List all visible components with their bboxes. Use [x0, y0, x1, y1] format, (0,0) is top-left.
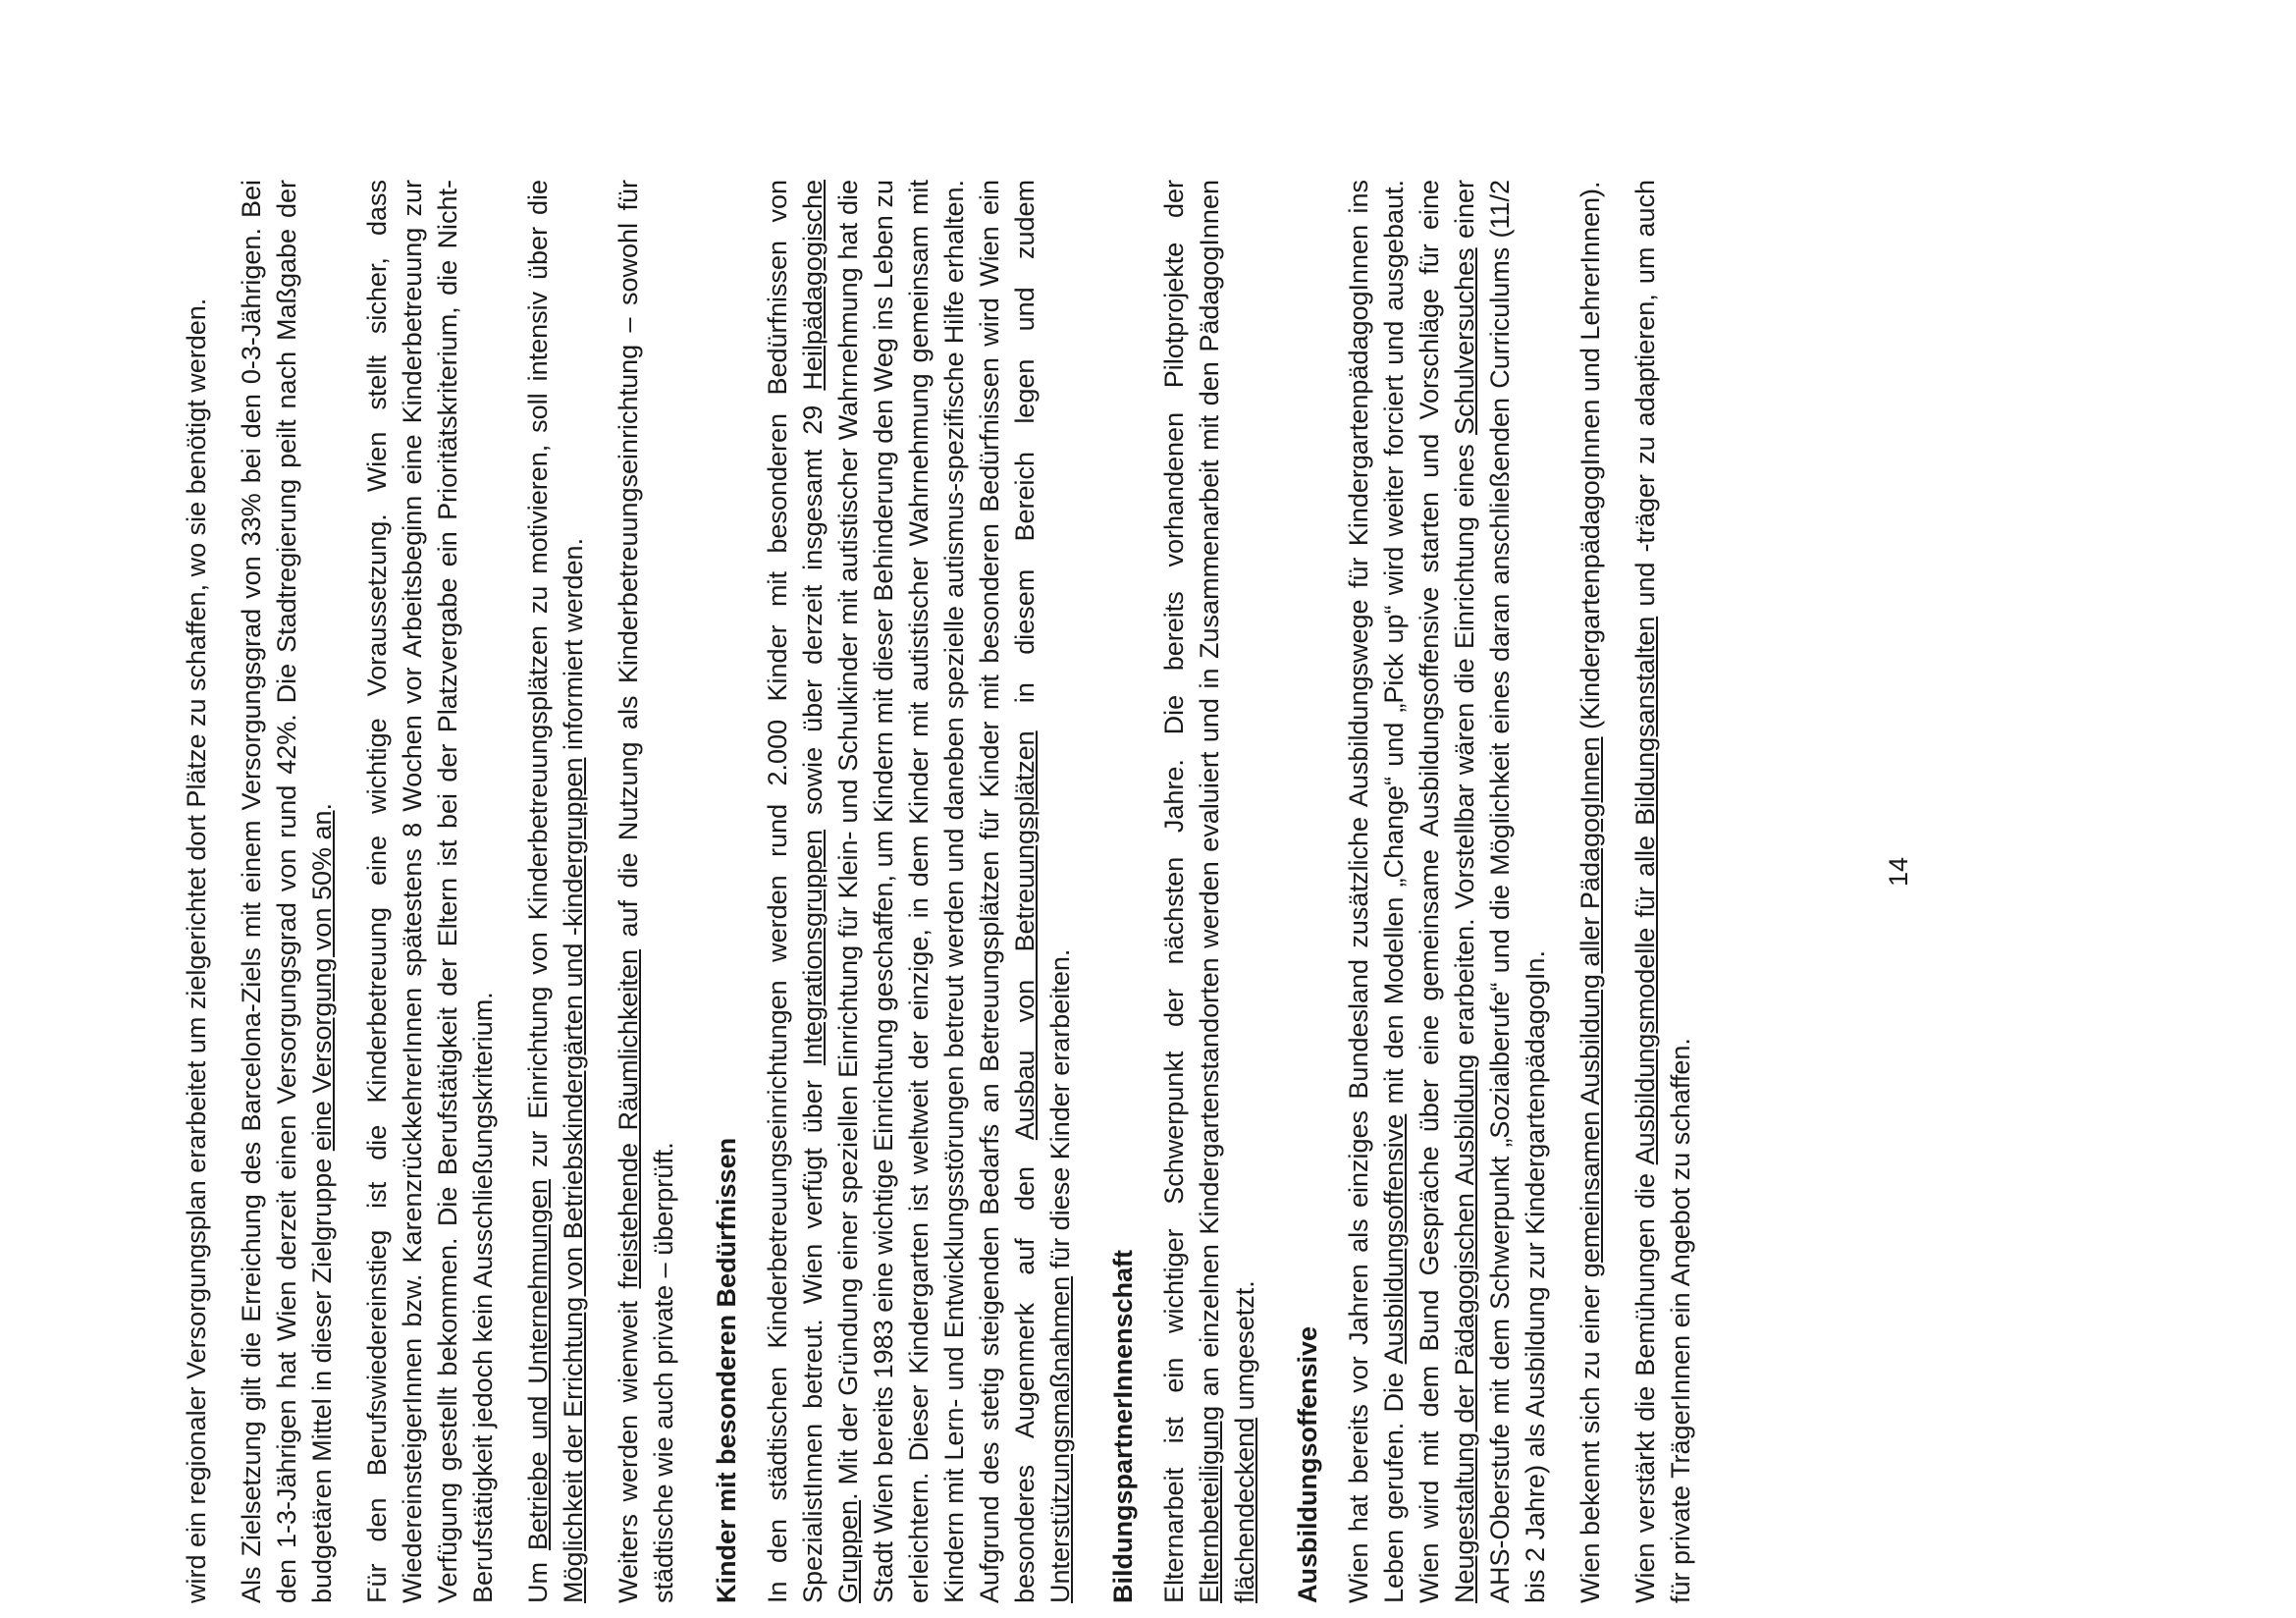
text-run: Um [523, 1550, 553, 1603]
underlined-phrase: Ausbau von Betreuungsplätzen [1010, 730, 1040, 1141]
text-run: in diesem Bereich legen und zudem [1010, 180, 1040, 731]
paragraph [179, 180, 214, 1603]
paragraph [1573, 180, 1608, 1603]
text-run: erarbeiten. Vorstellbar wären die Einrichtung eines [1450, 434, 1479, 1054]
underlined-phrase: Möglichkeit der Errichtung von Betriebskindergärten und -kindergruppen [559, 757, 588, 1603]
paragraph [1156, 180, 1262, 1603]
paragraph [760, 180, 1078, 1603]
text-run: Ausbildungsoffensive [1293, 1325, 1322, 1603]
text-run: umgesetzt. [1230, 1280, 1259, 1418]
text-run: sowie über derzeit insgesamt 29 [798, 390, 828, 830]
underlined-phrase: Ausbildungsoffensive [1379, 1113, 1409, 1365]
text-run: Elternarbeit ist ein wichtiger Schwerpunkt der nächsten Jahre. Die bereits vorhandenen Pilotprojekte der [1159, 180, 1189, 1603]
underlined-phrase: Integrationsgruppen [798, 829, 828, 1066]
paragraph [234, 180, 340, 1603]
section-heading [1290, 180, 1325, 1603]
underlined-phrase: Betriebe und Unternehmungen [523, 1179, 553, 1551]
text-run: einer AHS-Oberstufe mit dem Schwerpunkt „Sozialberufe“ und die Möglichkeit eines daran anschließenden Curriculums (11/2 bis 2 Jahre) als Ausbildung zur KindergartenpädagogIn. [1450, 179, 1550, 1603]
underlined-phrase: Ausbildungsmodelle für alle Bildungsanstalten [1630, 616, 1660, 1165]
text-run: und -träger zu adaptieren, um auch für private TrägerInnen ein Angebot zu schaffen. [1630, 180, 1695, 1603]
text-run: BildungspartnerInnenschaft [1108, 1249, 1138, 1603]
underlined-phrase: Schulversuches [1450, 247, 1479, 435]
paragraph [611, 180, 681, 1603]
underlined-phrase: Heilpädagogische Gruppen [798, 180, 863, 1603]
text-run: (KindergartenpädagogInnen und LehrerInnen). [1575, 181, 1605, 737]
text-run: Für den Berufswiedereinstieg ist die Kinderbetreuung eine wichtige Voraussetzung. Wien stellt sicher, dass WiedereinsteigerInnen bzw. KarenzrückkehrerInnen spätestens 8 Wochen vor Arbeitsbeginn eine Kinderbetreuung zur Verfügung gestellt bekommen. Die Berufstätigkeit der Eltern ist bei der Platzvergabe ein Prioritätskriterium, die Nicht-Berufstätigkeit jedoch kein Ausschließungskriterium. [362, 180, 498, 1603]
underlined-phrase: eine Versorgung von 50% an [307, 810, 337, 1152]
page-content [179, 180, 1946, 1603]
underlined-phrase: Unterstützungsmaßnahmen [1045, 1275, 1075, 1603]
underlined-phrase: Elternbeteiligung [1195, 1405, 1224, 1603]
text-run: . [307, 802, 337, 811]
text-run: Wien hat bereits vor Jahren als einziges Bundesland zusätzliche Ausbildungswege für KindergartenpädagogInnen ins Leben gerufen. Die [1344, 180, 1409, 1603]
paragraph [1341, 180, 1553, 1603]
text-run: Wien verstärkt die Bemühungen die [1630, 1164, 1660, 1603]
text-run: informiert werden. [559, 537, 588, 758]
paragraph [359, 180, 501, 1603]
text-run: für diese Kinder erarbeiten. [1045, 948, 1075, 1276]
text-run: Weiters werden wienweit [614, 1288, 643, 1603]
section-heading [1105, 180, 1141, 1603]
text-run: wird ein regionaler Versorgungsplan erarbeitet um zielgerichtet dort Plätze zu schaffen, wo sie benötigt werden. [182, 297, 211, 1603]
underlined-phrase: Neugestaltung der Pädagogischen Ausbildung [1450, 1053, 1479, 1603]
text-run: Wien bekennt sich zu einer [1575, 1277, 1605, 1603]
text-run: Als Zielsetzung gilt die Erreichung des Barcelona-Ziels mit einem Versorgungsgrad von 33% bei den 0-3-Jährigen. Bei den 1-3-Jährigen hat Wien derzeit einen Versorgungsgrad von rund 42%. Die Stadtregierung peilt nach Maßgabe der budgetären Mittel in dieser Zielgruppe [237, 180, 337, 1603]
section-heading [709, 180, 744, 1603]
text-run: Kinder mit besonderen Bedürfnissen [712, 1137, 741, 1603]
text-run: an einzelnen Kindergartenstandorten werden evaluiert und in Zusammenarbeit mit den PädagogInnen [1195, 180, 1224, 1406]
text-run: auf die Nutzung als Kinderbetreuungseinrichtung – sowohl für städtische wie auch private – überprüft. [614, 180, 678, 1603]
page-number: 14 [1884, 856, 1913, 887]
text-run: zur Einrichtung von Kinderbetreuungsplätzen zu motivieren, soll intensiv über die [523, 180, 553, 1180]
underlined-phrase: freistehende Räumlichkeiten [614, 948, 643, 1289]
underlined-phrase: gemeinsamen Ausbildung aller PädagogInnen [1575, 736, 1605, 1278]
underlined-phrase: flächendeckend [1230, 1417, 1259, 1603]
body-text [179, 180, 1698, 1603]
text-run: mit den Modellen „Change“ und „Pick up“ wird weiter forciert und ausgebaut. Wien wird mit dem Bund Gespräche über eine gemeinsame Ausbildungsoffensive starten und Vorschläge für eine [1379, 179, 1444, 1603]
paragraph [520, 180, 591, 1603]
text-run: In den städtischen Kinderbetreuungseinrichtungen werden rund 2.000 Kinder mit besonderen Bedürfnissen von SpezialistInnen betreut. Wien verfügt über [763, 180, 828, 1603]
paragraph [1628, 180, 1698, 1603]
text-run: . Mit der Gründung einer speziellen Einrichtung für Klein- und Schulkinder mit autistischer Wahrnehmung hat die Stadt Wien bereits 1983 eine wichtige Einrichtung geschaffen, um Kindern mit dieser Behinderung den Weg ins Leben zu erleichtern. Dieser Kindergarten ist weltweit der einzige, in dem Kinder mit autistischer Wahrnehmung gemeinsam mit Kindern mit Lern- und Entwicklungsstörungen betreut werden und daneben spezielle autismus-spezifische Hilfe erhalten. Aufgrund des stetig steigenden Bedarfs an Betreuungsplätzen für Kinder mit besonderen Bedürfnissen wird Wien ein besonderes Augenmerk auf den [833, 180, 1040, 1603]
